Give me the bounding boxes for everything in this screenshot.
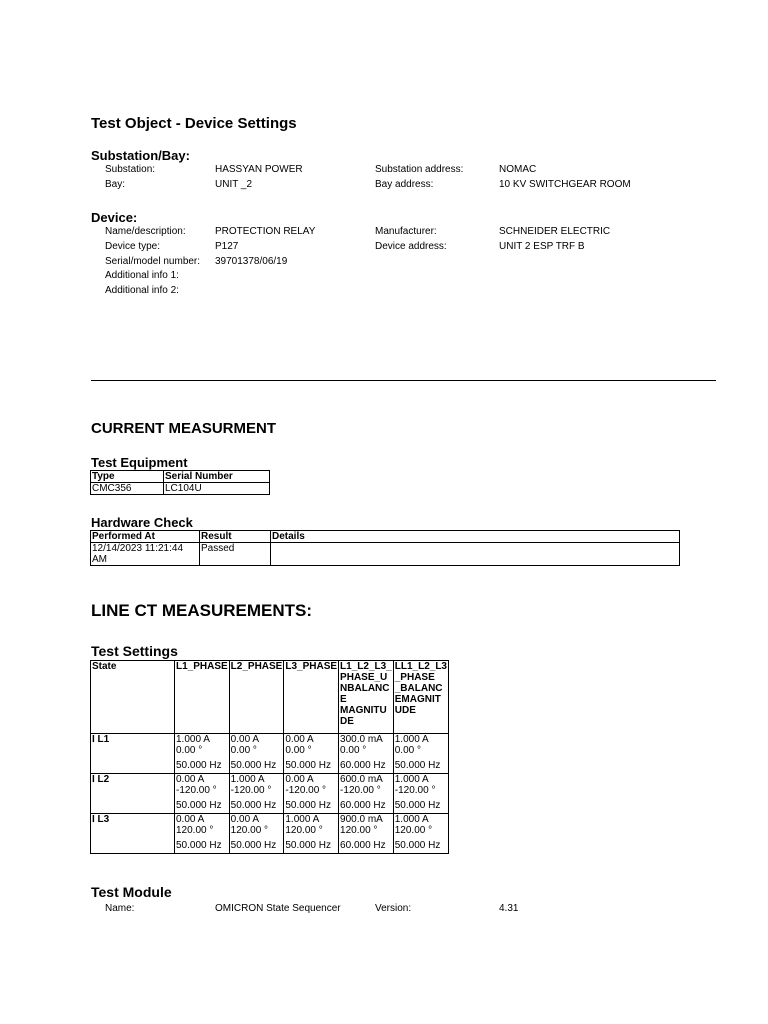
column-header: Type: [91, 471, 164, 483]
frequency: 50.000 Hz: [175, 760, 222, 771]
table-row: [91, 774, 449, 814]
column-header: Performed At: [91, 531, 200, 543]
frequency: 60.000 Hz: [340, 840, 386, 851]
header-line: PHASE_U: [340, 672, 388, 683]
details-cell: [271, 543, 680, 566]
device-address-label: Device address:: [375, 241, 447, 252]
phase-angle: 120.00 °: [340, 825, 378, 836]
magnitude: 1.000 A: [230, 774, 265, 785]
phase-angle: 0.00 °: [230, 745, 257, 756]
state-cell: I L3: [91, 814, 175, 854]
column-header: State: [91, 661, 175, 734]
serial-label: Serial/model number:: [105, 256, 201, 267]
phase-angle: 0.00 °: [285, 745, 312, 756]
magnitude: 0.00 A: [230, 814, 260, 825]
frequency: 60.000 Hz: [340, 800, 386, 811]
phase-angle: 0.00 °: [340, 745, 367, 756]
substation-value: HASSYAN POWER: [215, 164, 303, 175]
line-ct-title: LINE CT MEASUREMENTS:: [91, 601, 312, 620]
value-cell: [229, 734, 284, 774]
bay-value: UNIT _2: [215, 179, 253, 190]
equipment-serial-cell: LC104U: [164, 483, 270, 495]
magnitude: 0.00 A: [230, 734, 260, 745]
state-cell: I L2: [91, 774, 175, 814]
header-line: UDE: [394, 705, 416, 716]
frequency: 50.000 Hz: [394, 800, 441, 811]
phase-angle: 120.00 °: [175, 825, 214, 836]
device-name-value: PROTECTION RELAY: [215, 226, 316, 237]
table-row: [91, 483, 270, 495]
frequency: 50.000 Hz: [285, 800, 331, 811]
magnitude: 1.000 A: [394, 814, 429, 825]
frequency: 60.000 Hz: [340, 760, 386, 771]
value-cell: [174, 734, 229, 774]
frequency: 50.000 Hz: [285, 760, 331, 771]
equipment-type-cell: CMC356: [91, 483, 164, 495]
substation-address-label: Substation address:: [375, 164, 464, 175]
substation-address-value: NOMAC: [499, 164, 537, 175]
magnitude: 0.00 A: [175, 774, 205, 785]
column-header: L1_PHASE: [174, 661, 229, 734]
magnitude: 0.00 A: [285, 734, 314, 745]
phase-angle: 120.00 °: [230, 825, 269, 836]
substation-bay-heading: Substation/Bay:: [91, 148, 190, 163]
device-heading: Device:: [91, 210, 138, 225]
value-cell: [393, 814, 448, 854]
header-line: E: [340, 694, 347, 705]
device-type-label: Device type:: [105, 241, 161, 252]
magnitude: 1.000 A: [394, 774, 429, 785]
hardware-check-heading: Hardware Check: [91, 515, 193, 530]
phase-angle: 0.00 °: [394, 745, 421, 756]
value-cell: [339, 734, 394, 774]
frequency: 50.000 Hz: [394, 760, 441, 771]
page-title: Test Object - Device Settings: [91, 115, 297, 132]
manufacturer-label: Manufacturer:: [375, 226, 437, 237]
magnitude: 0.00 A: [175, 814, 205, 825]
header-line: _BALANC: [394, 683, 443, 694]
magnitude: 1.000 A: [285, 814, 320, 825]
additional-info-2-label: Additional info 2:: [105, 285, 179, 296]
frequency: 50.000 Hz: [394, 840, 441, 851]
section-divider: [91, 380, 716, 381]
column-header: Details: [271, 531, 680, 543]
value-cell: [229, 774, 284, 814]
value-cell: [393, 774, 448, 814]
module-version-value: 4.31: [499, 903, 519, 914]
module-version-label: Version:: [375, 903, 412, 914]
phase-angle: -120.00 °: [230, 785, 272, 796]
magnitude: 1.000 A: [175, 734, 210, 745]
test-module-heading: Test Module: [91, 884, 172, 900]
test-settings-heading: Test Settings: [91, 643, 178, 659]
header-line: EMAGNIT: [394, 694, 441, 705]
device-type-value: P127: [215, 241, 239, 252]
test-equipment-table: [90, 470, 270, 495]
frequency: 50.000 Hz: [175, 840, 222, 851]
column-header: Result: [200, 531, 271, 543]
value-cell: [174, 774, 229, 814]
magnitude: 1.000 A: [394, 734, 429, 745]
magnitude: 0.00 A: [285, 774, 314, 785]
state-cell: I L1: [91, 734, 175, 774]
value-cell: [174, 814, 229, 854]
phase-angle: 0.00 °: [175, 745, 203, 756]
value-cell: [339, 774, 394, 814]
table-header-row: [91, 531, 680, 543]
frequency: 50.000 Hz: [175, 800, 222, 811]
frequency: 50.000 Hz: [285, 840, 331, 851]
bay-label: Bay:: [105, 179, 126, 190]
result-cell: Passed: [200, 543, 271, 566]
value-cell: [229, 814, 284, 854]
phase-angle: -120.00 °: [285, 785, 327, 796]
manufacturer-value: SCHNEIDER ELECTRIC: [499, 226, 611, 237]
header-line: NBALANC: [340, 683, 390, 694]
test-settings-table: [90, 660, 449, 854]
value-cell: [339, 814, 394, 854]
table-row: [91, 814, 449, 854]
phase-angle: -120.00 °: [394, 785, 436, 796]
substation-label: Substation:: [105, 164, 156, 175]
test-equipment-heading: Test Equipment: [91, 455, 188, 470]
phase-angle: 120.00 °: [394, 825, 433, 836]
performed-at-line: AM: [92, 554, 107, 565]
serial-value: 39701378/06/19: [215, 256, 288, 267]
value-cell: [284, 774, 339, 814]
module-name-label: Name:: [105, 903, 135, 914]
bay-address-value: 10 KV SWITCHGEAR ROOM: [499, 179, 631, 190]
performed-at-cell: [91, 543, 200, 566]
magnitude: 900.0 mA: [340, 814, 383, 825]
phase-angle: 120.00 °: [285, 825, 323, 836]
frequency: 50.000 Hz: [230, 840, 277, 851]
phase-angle: -120.00 °: [175, 785, 217, 796]
device-address-value: UNIT 2 ESP TRF B: [499, 241, 585, 252]
header-line: LL1_L2_L3: [394, 661, 447, 672]
bay-address-label: Bay address:: [375, 179, 434, 190]
value-cell: [393, 734, 448, 774]
table-header-row: [91, 661, 449, 734]
column-header: L3_PHASE: [284, 661, 339, 734]
frequency: 50.000 Hz: [230, 760, 277, 771]
table-row: [91, 734, 449, 774]
header-line: DE: [340, 716, 354, 727]
value-cell: [284, 734, 339, 774]
hardware-check-table: [90, 530, 680, 566]
column-header: Serial Number: [164, 471, 270, 483]
additional-info-1-label: Additional info 1:: [105, 270, 179, 281]
column-header: [339, 661, 394, 734]
header-line: L1_L2_L3_: [340, 661, 392, 672]
table-header-row: [91, 471, 270, 483]
table-row: [91, 543, 680, 566]
phase-angle: -120.00 °: [340, 785, 381, 796]
device-name-label: Name/description:: [105, 226, 186, 237]
section-title: CURRENT MEASURMENT: [91, 420, 276, 437]
column-header: [393, 661, 448, 734]
performed-at-line: 12/14/2023 11:21:44: [92, 543, 184, 554]
column-header: L2_PHASE: [229, 661, 284, 734]
magnitude: 300.0 mA: [340, 734, 383, 745]
value-cell: [284, 814, 339, 854]
frequency: 50.000 Hz: [230, 800, 277, 811]
module-name-value: OMICRON State Sequencer: [215, 903, 341, 914]
magnitude: 600.0 mA: [340, 774, 383, 785]
header-line: _PHASE: [394, 672, 435, 683]
header-line: MAGNITU: [340, 705, 387, 716]
